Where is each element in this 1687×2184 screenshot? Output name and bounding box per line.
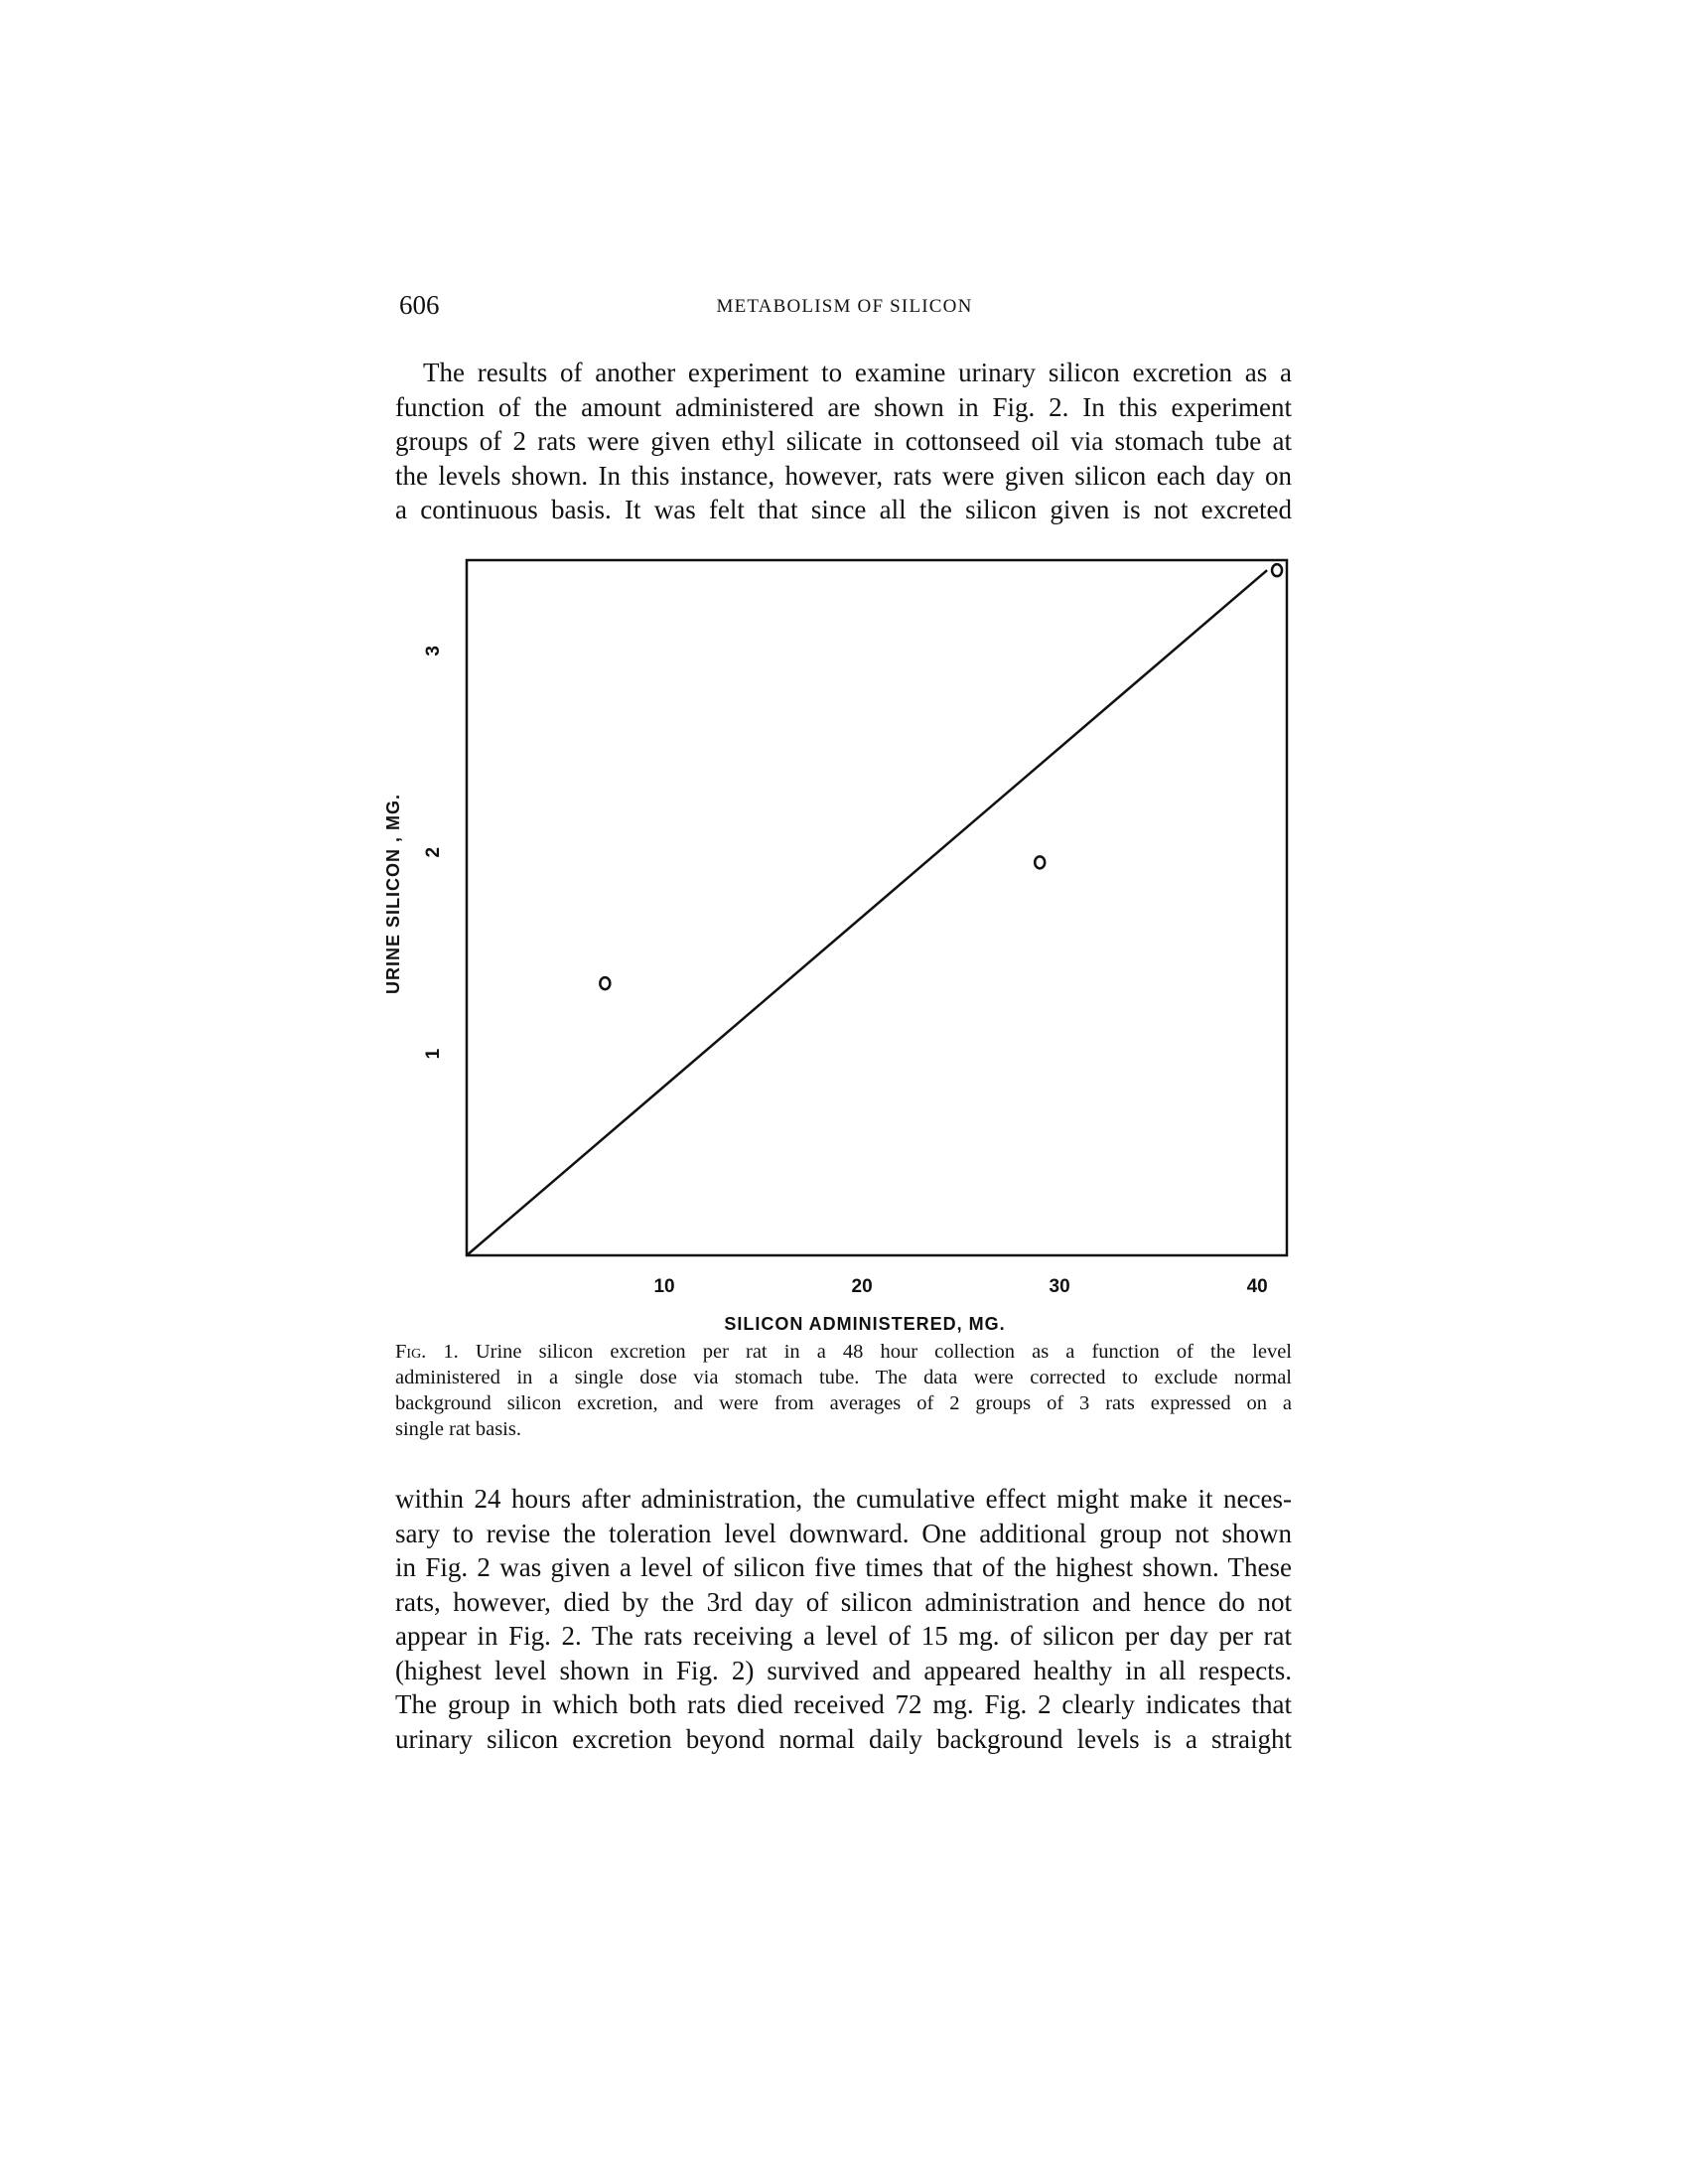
caption-line: administered in a single dose via stomach tube. The data were corrected to exclude normal — [395, 1367, 1292, 1388]
y-tick-label: 1 — [423, 1048, 445, 1060]
text-line: function of the amount administered are shown in Fig. 2. In this experiment — [395, 391, 1292, 422]
text-line: in Fig. 2 was given a level of silicon five times that of the highest shown. These — [395, 1552, 1292, 1582]
text-line: The group in which both rats died received 72 mg. Fig. 2 clearly indicates that — [395, 1689, 1292, 1719]
running-head — [399, 290, 1290, 330]
caption-label: Fig. 1. — [395, 1341, 459, 1363]
data-point — [600, 977, 610, 989]
caption-text: Urine silicon excretion per rat in a 48 hour collection as a function of the level — [475, 1341, 1292, 1363]
x-tick-label: 30 — [1049, 1276, 1070, 1297]
text-line: within 24 hours after administration, the cumulative effect might make it neces- — [395, 1484, 1292, 1514]
x-axis-title: SILICON ADMINISTERED, MG. — [724, 1314, 1006, 1334]
running-title: METABOLISM OF SILICON — [716, 296, 973, 317]
x-tick-label: 20 — [851, 1276, 873, 1297]
body-paragraph-2 — [395, 1482, 1292, 1756]
text-line: a continuous basis. It was felt that since all the silicon given is not excreted — [395, 495, 1292, 524]
plot-frame — [467, 560, 1287, 1255]
text-line: urinary silicon excretion beyond normal daily background levels is a straight — [395, 1723, 1292, 1754]
caption-line: single rat basis. — [395, 1418, 521, 1440]
figure-caption — [395, 1339, 1292, 1442]
text-line: (highest level shown in Fig. 2) survived and appeared healthy in all respects. — [395, 1655, 1292, 1685]
caption-line: background silicon excretion, and were from averages of 2 groups of 3 rats expressed on a — [395, 1392, 1292, 1414]
body-paragraph-1 — [395, 356, 1292, 527]
page-number: 606 — [399, 290, 440, 320]
data-point — [1035, 856, 1045, 868]
y-tick-label: 3 — [423, 646, 445, 656]
caption-line — [395, 1339, 1292, 1365]
text-line: groups of 2 rats were given ethyl silicate in cottonseed oil via stomach tube at — [395, 426, 1292, 456]
text-line: sary to revise the toleration level downward. One additional group not shown — [395, 1518, 1292, 1548]
data-point — [1272, 564, 1282, 576]
trend-line — [467, 570, 1267, 1255]
x-tick-label: 40 — [1246, 1276, 1268, 1297]
y-axis-title: URINE SILICON , MG. — [382, 793, 403, 995]
y-tick-label: 2 — [423, 846, 445, 858]
x-tick-label: 10 — [653, 1276, 675, 1297]
text-line: rats, however, died by the 3rd day of silicon administration and hence do not — [395, 1586, 1292, 1617]
text-line: The results of another experiment to examine urinary silicon excretion as a — [423, 358, 1292, 387]
text-line: appear in Fig. 2. The rats receiving a level of 15 mg. of silicon per day per rat — [395, 1621, 1292, 1651]
text-line: the levels shown. In this instance, however, rats were given silicon each day on — [395, 460, 1292, 491]
